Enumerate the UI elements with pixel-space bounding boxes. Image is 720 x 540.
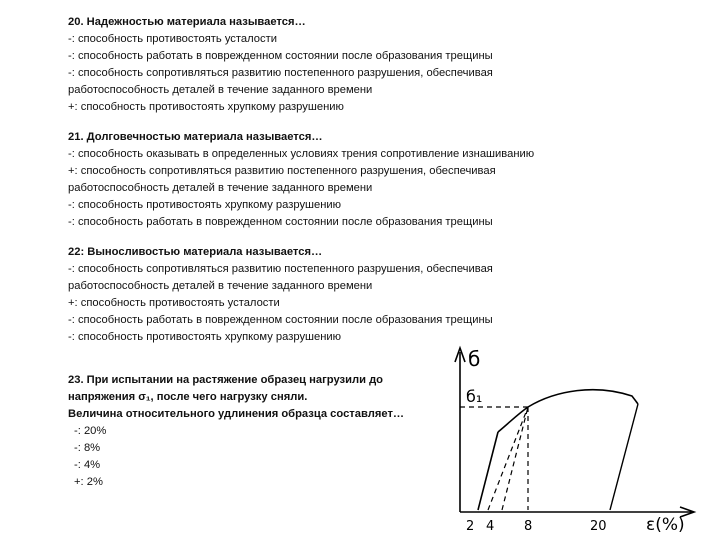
sigma1-label: б₁: [466, 387, 483, 406]
answer-line: работоспособность деталей в течение заданного времени: [68, 182, 373, 194]
answer-line: +: способность сопротивляться развитию постепенного разрушения, обеспечивая: [68, 165, 496, 177]
answer-line: -: способность работать в поврежденном состоянии после образования трещины: [68, 314, 493, 326]
question-title: Величина относительного удлинения образца составляет…: [68, 408, 405, 420]
elastic-line: [478, 432, 498, 510]
question-title: 20. Надежностью материала называется…: [68, 16, 306, 28]
tick-label-8: 8: [524, 519, 533, 534]
stress-strain-curve: [498, 390, 638, 432]
answer-line: -: способность работать в поврежденном состоянии после образования трещины: [68, 50, 493, 62]
answer-line: -: способность оказывать в определенных условиях трения сопротивление изнашиванию: [68, 148, 535, 160]
tick-label-2: 2: [466, 519, 475, 534]
answer-line: -: 8%: [74, 442, 101, 454]
question-title: 23. При испытании на растяжение образец нагрузили до: [68, 374, 384, 386]
answer-line: +: способность противостоять хрупкому разрушению: [68, 101, 344, 113]
answer-line: работоспособность деталей в течение заданного времени: [68, 84, 373, 96]
answer-line: -: способность сопротивляться развитию постепенного разрушения, обеспечивая: [68, 263, 493, 275]
answer-line: -: способность противостоять хрупкому разрушению: [68, 331, 342, 343]
question-title: 21. Долговечностью материала называется…: [68, 131, 323, 143]
stress-strain-graph: [436, 340, 716, 538]
answer-line: -: 4%: [74, 459, 101, 471]
answer-line: -: способность сопротивляться развитию постепенного разрушения, обеспечивая: [68, 67, 493, 79]
question-title: напряжения σ₁, после чего нагрузку сняли.: [68, 391, 308, 403]
question-title: 22: Выносливостью материала называется…: [68, 246, 323, 258]
answer-line: -: 20%: [74, 425, 107, 437]
x-axis-label: ε(%): [646, 515, 685, 535]
y-axis-label: б: [468, 347, 481, 371]
unload-line-8-alt: [502, 407, 528, 510]
question-23: [68, 372, 448, 491]
question-22: [68, 244, 668, 346]
document: [68, 14, 668, 359]
unload-line-20: [610, 404, 638, 510]
tick-label-20: 20: [590, 519, 607, 534]
answer-line: -: способность противостоять хрупкому разрушению: [68, 199, 342, 211]
tick-label-4: 4: [486, 519, 495, 534]
answer-line: -: способность противостоять усталости: [68, 33, 277, 45]
answer-line: -: способность работать в поврежденном состоянии после образования трещины: [68, 216, 493, 228]
question-21: [68, 129, 668, 231]
answer-line: работоспособность деталей в течение заданного времени: [68, 280, 373, 292]
question-20: [68, 14, 668, 116]
answer-line: +: способность противостоять усталости: [68, 297, 280, 309]
answer-line: +: 2%: [74, 476, 103, 488]
